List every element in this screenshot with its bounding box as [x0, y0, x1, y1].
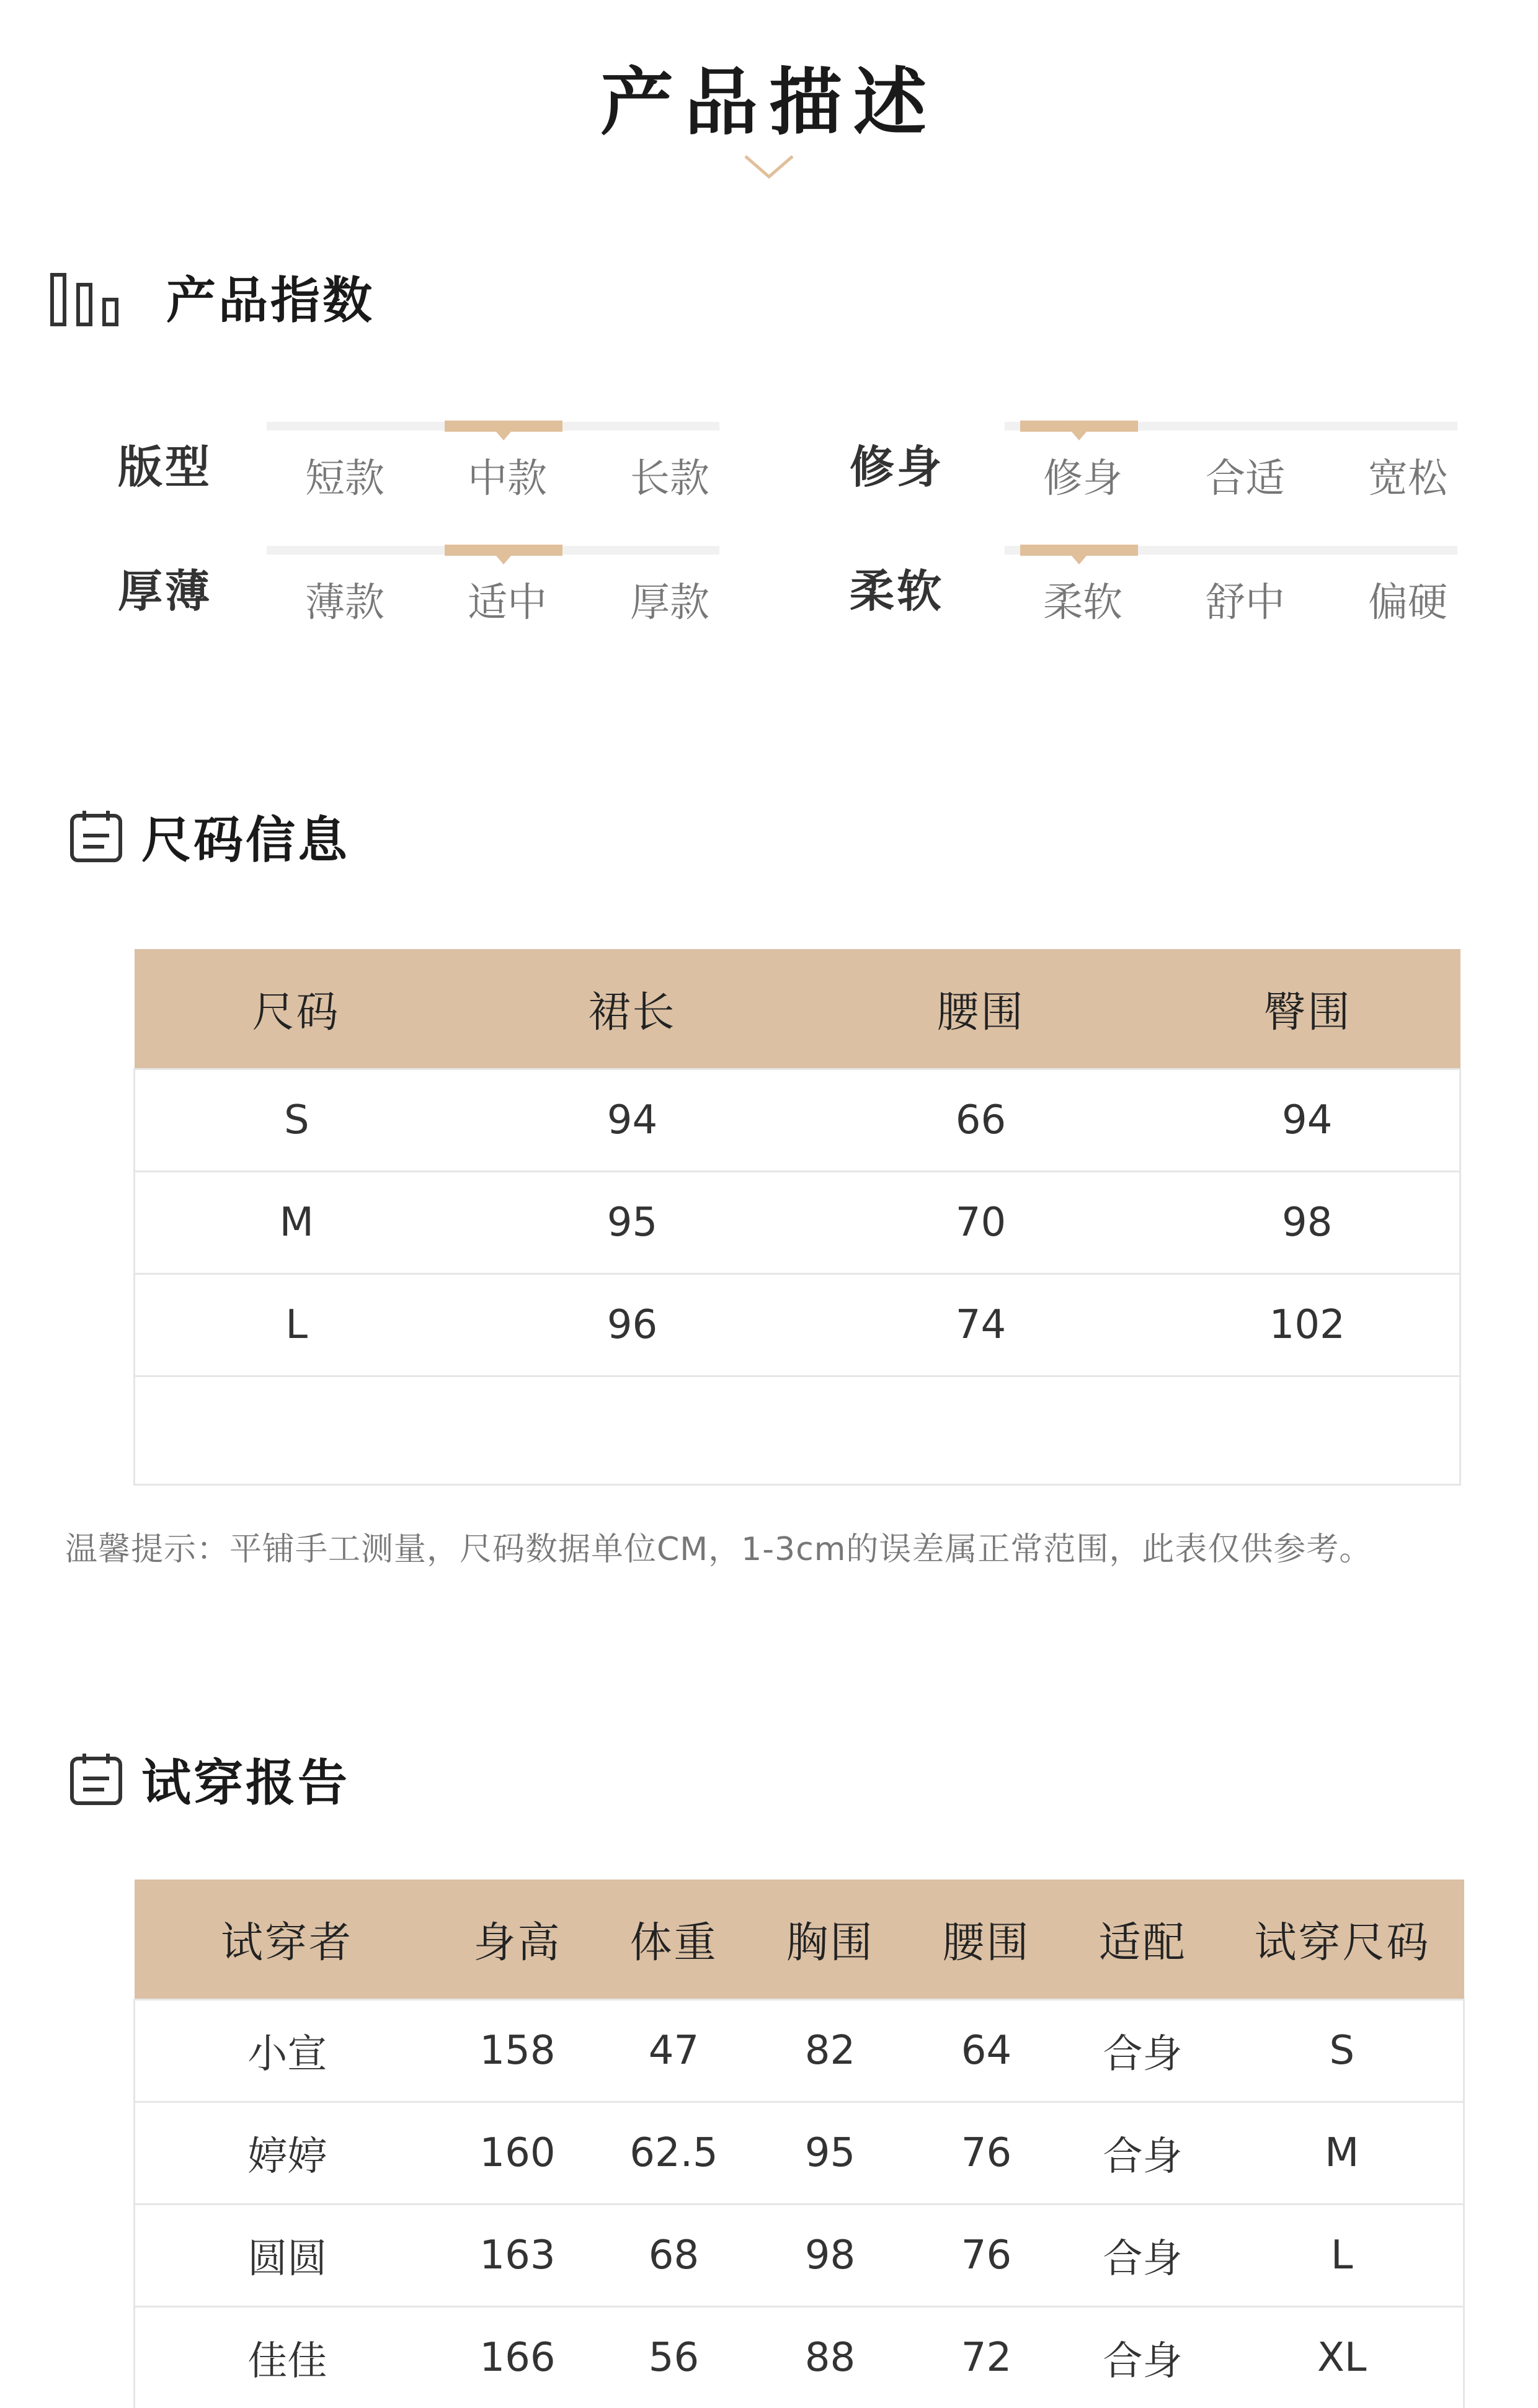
bar-chart-icon — [50, 262, 149, 331]
fit-report-heading — [68, 1743, 350, 1814]
column-header: 尺码 — [135, 949, 458, 1069]
table-cell: S — [1221, 2000, 1464, 2102]
scale-option: 修身 — [1002, 447, 1164, 504]
table-cell: 158 — [440, 2000, 596, 2102]
table-cell: 82 — [752, 2000, 909, 2102]
scale-option: 宽松 — [1327, 447, 1489, 504]
chevron-down-icon — [738, 149, 800, 186]
size-tip: 温馨提示：平铺手工测量，尺码数据单位CM，1-3cm的误差属正常范围，此表仅供参考。 — [65, 1523, 1372, 1569]
column-header: 身高 — [440, 1880, 596, 2000]
table-cell: 64 — [909, 2000, 1065, 2102]
calendar-list-icon — [68, 1751, 124, 1807]
table-cell: 76 — [909, 2102, 1065, 2205]
column-header: 腰围 — [909, 1880, 1065, 2000]
table-cell: 76 — [909, 2205, 1065, 2307]
table-cell: 72 — [909, 2307, 1065, 2408]
table-cell: 160 — [440, 2102, 596, 2205]
fit-report-table — [133, 1880, 1465, 2408]
scale-option: 薄款 — [264, 571, 426, 628]
column-header: 试穿尺码 — [1221, 1880, 1464, 2000]
scale-pointer — [1072, 556, 1087, 564]
table-cell: M — [135, 1172, 458, 1274]
scale-option: 适中 — [426, 571, 589, 628]
scale-name: 柔软 — [850, 555, 944, 620]
table-cell: 合身 — [1065, 2102, 1221, 2205]
scale-name: 厚薄 — [118, 555, 212, 620]
size-table — [133, 949, 1461, 1486]
table-cell: 婷婷 — [135, 2102, 440, 2205]
size-info-heading — [68, 800, 350, 872]
table-cell: 合身 — [1065, 2307, 1221, 2408]
column-header: 试穿者 — [135, 1880, 440, 2000]
section-title: 试穿报告 — [141, 1743, 350, 1814]
column-header: 腰围 — [807, 949, 1155, 1069]
table-row — [135, 1172, 1460, 1274]
column-header: 适配 — [1065, 1880, 1221, 2000]
scale-pointer — [496, 432, 511, 440]
table-cell: 98 — [752, 2205, 909, 2307]
column-header: 胸围 — [752, 1880, 909, 2000]
table-cell: 74 — [807, 1274, 1155, 1376]
page-title: 产品描述 — [0, 43, 1538, 149]
table-cell: 96 — [458, 1274, 807, 1376]
table-cell: 163 — [440, 2205, 596, 2307]
table-cell: 62.5 — [596, 2102, 752, 2205]
table-cell: 94 — [458, 1069, 807, 1172]
scale-option: 偏硬 — [1327, 571, 1489, 628]
table-row — [135, 2307, 1464, 2408]
product-index-heading — [50, 261, 375, 332]
table-cell: 94 — [1155, 1069, 1460, 1172]
scale-selected-marker — [445, 545, 562, 556]
table-row — [135, 1069, 1460, 1172]
column-header: 臀围 — [1155, 949, 1460, 1069]
table-cell: 70 — [807, 1172, 1155, 1274]
table-cell: 98 — [1155, 1172, 1460, 1274]
table-cell: 佳佳 — [135, 2307, 440, 2408]
scale-option: 厚款 — [589, 571, 751, 628]
table-row — [135, 2000, 1464, 2102]
scale-option: 柔软 — [1002, 571, 1164, 628]
table-cell: 66 — [807, 1069, 1155, 1172]
scale-name: 修身 — [850, 431, 944, 496]
scale-selected-marker — [1020, 545, 1138, 556]
scale-selected-marker — [1020, 421, 1138, 432]
scale-pointer — [1072, 432, 1087, 440]
table-cell: 47 — [596, 2000, 752, 2102]
scale-option: 舒中 — [1164, 571, 1327, 628]
table-cell: L — [1221, 2205, 1464, 2307]
table-cell: L — [135, 1274, 458, 1376]
table-cell: 56 — [596, 2307, 752, 2408]
table-cell: 68 — [596, 2205, 752, 2307]
table-row — [135, 1274, 1460, 1376]
table-row — [135, 2102, 1464, 2205]
scale-option: 短款 — [264, 447, 426, 504]
table-cell: 圆圆 — [135, 2205, 440, 2307]
column-header: 体重 — [596, 1880, 752, 2000]
section-title: 尺码信息 — [141, 800, 350, 872]
table-cell: 合身 — [1065, 2000, 1221, 2102]
table-cell — [135, 1376, 1460, 1485]
table-cell: S — [135, 1069, 458, 1172]
scale-selected-marker — [445, 421, 562, 432]
table-cell: 95 — [458, 1172, 807, 1274]
calendar-list-icon — [68, 808, 124, 864]
table-cell: 合身 — [1065, 2205, 1221, 2307]
table-cell: 102 — [1155, 1274, 1460, 1376]
scale-option: 合适 — [1164, 447, 1327, 504]
table-row — [135, 2205, 1464, 2307]
table-cell: M — [1221, 2102, 1464, 2205]
scale-pointer — [496, 556, 511, 564]
scale-name: 版型 — [118, 431, 212, 496]
table-cell: 88 — [752, 2307, 909, 2408]
table-cell: 95 — [752, 2102, 909, 2205]
section-title: 产品指数 — [166, 261, 375, 332]
scale-option: 长款 — [589, 447, 751, 504]
table-cell: XL — [1221, 2307, 1464, 2408]
table-cell: 小宣 — [135, 2000, 440, 2102]
column-header: 裙长 — [458, 949, 807, 1069]
table-row-empty — [135, 1376, 1460, 1485]
table-cell: 166 — [440, 2307, 596, 2408]
scale-option: 中款 — [426, 447, 589, 504]
